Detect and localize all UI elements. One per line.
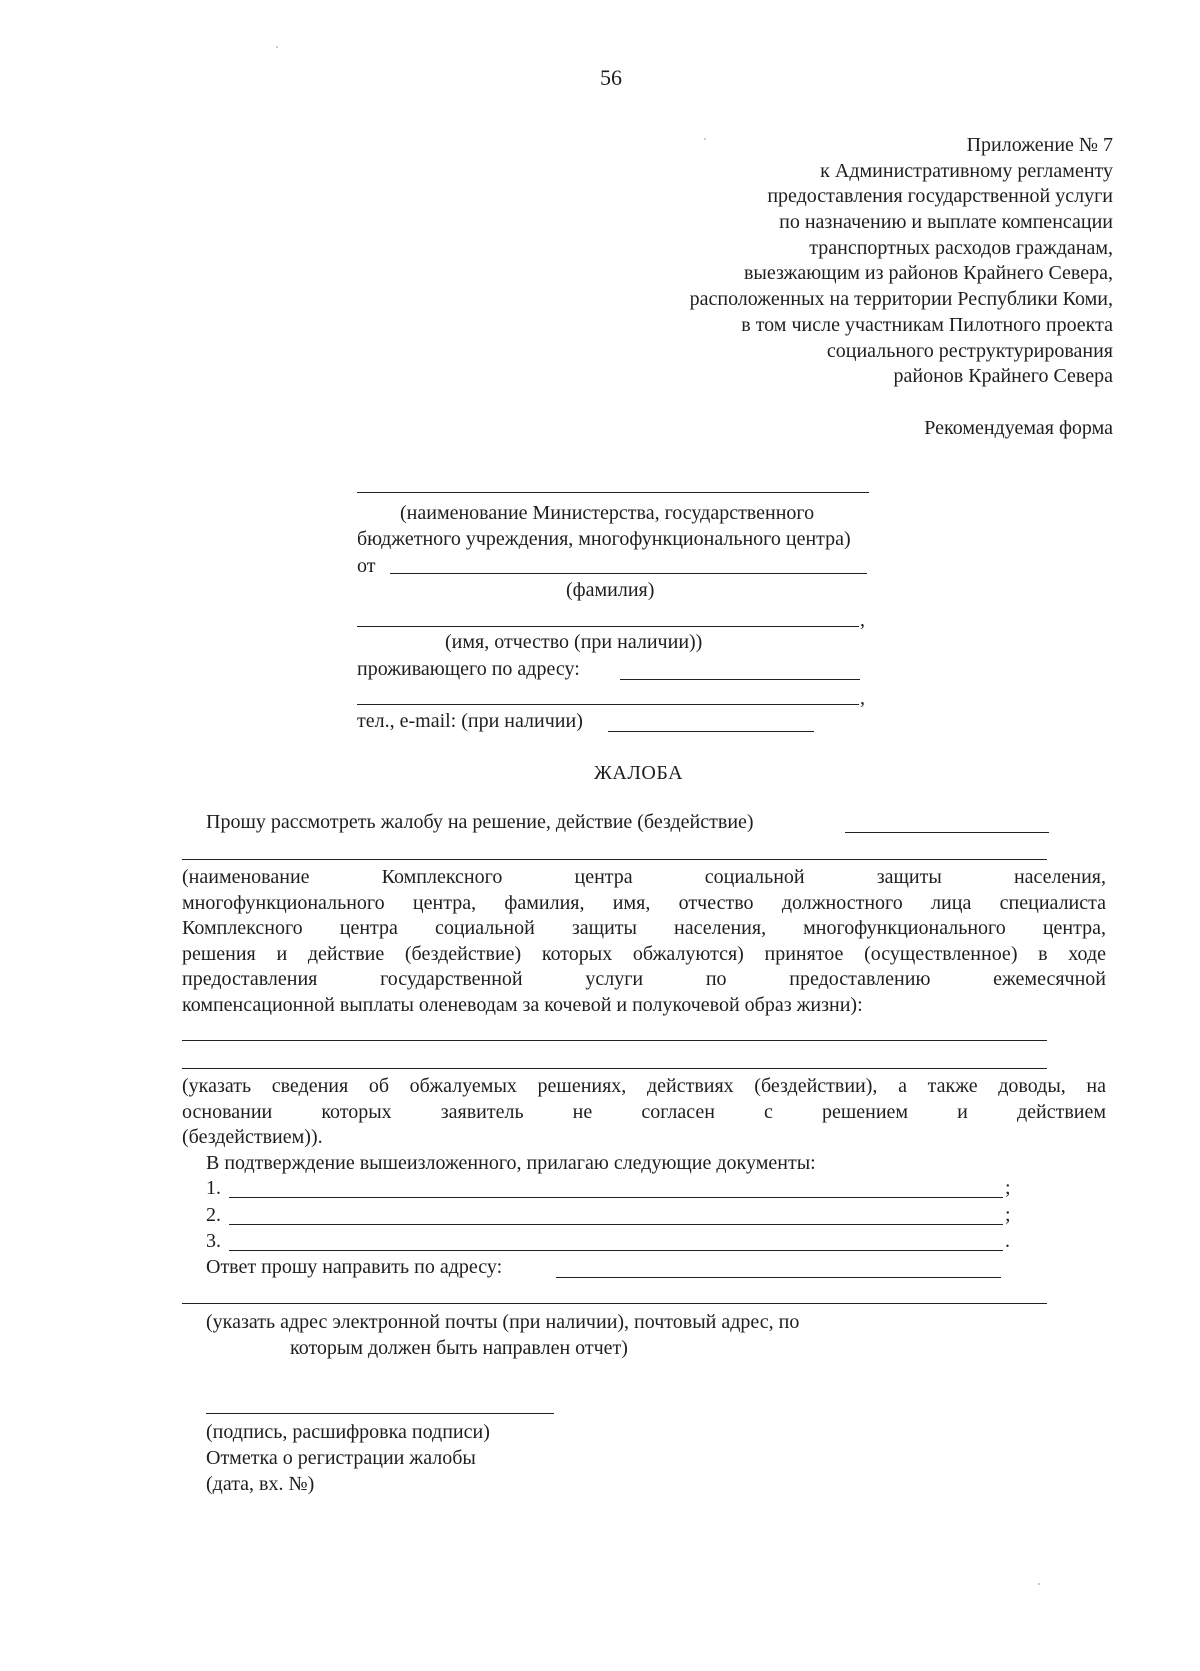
attachment-end: ; [1005,1204,1011,1226]
attachment-line [229,1250,1003,1251]
attachments-intro: В подтверждение вышеизложенного, прилагаю следующие документы: [206,1152,816,1174]
para2-line: (указать сведения об обжалуемых решениях, действиях (бездействии), а также доводы, на [182,1075,1106,1097]
request-line-blank [845,832,1049,833]
appendix-line: социального реструктурирования [826,339,1113,362]
attachment-end: . [1005,1230,1010,1252]
para1-line: решения и действие (бездействие) которых обжалуются) принятое (осуществленное) в ходе [182,942,1106,965]
ministry-caption-1: (наименование Министерства, государственного [400,502,815,524]
appendix-line: к Административному регламенту [820,159,1113,182]
registration-details: (дата, вх. №) [206,1473,315,1495]
signature-caption: (подпись, расшифровка подписи) [206,1421,490,1443]
details-line-1 [182,1040,1047,1041]
contact-label: тел., e-mail: (при наличии) [357,710,583,732]
scan-speck [1038,1583,1040,1585]
name-caption: (имя, отчество (при наличии)) [445,631,703,653]
appendix-line: транспортных расходов гражданам, [809,236,1113,259]
address-line-1 [620,679,860,680]
details-line-2 [182,1068,1047,1069]
address-label: проживающего по адресу: [357,658,580,680]
address-caption-1: (указать адрес электронной почты (при наличии), почтовый адрес, по [206,1311,800,1333]
appendix-line: Приложение № 7 [966,134,1113,156]
scan-speck [276,46,278,48]
appendix-line: расположенных на территории Республики Коми, [689,288,1113,311]
ministry-name-line [357,492,869,493]
request-full-line [182,859,1047,860]
para1-line: Комплексного центра социальной защиты населения, многофункционального центра, [182,917,1106,939]
appendix-line: районов Крайнего Севера [893,365,1113,388]
attachment-number: 2. [206,1204,221,1226]
para2-line: (бездействием)). [182,1126,323,1148]
para1-line: (наименование Комплексного центра социальной защиты населения, [182,866,1106,888]
address-line-comma: , [860,687,865,709]
from-label: от [357,555,376,577]
appendix-line: предоставления государственной услуги [767,185,1113,208]
surname-caption: (фамилия) [566,579,655,601]
attachment-number: 1. [206,1177,221,1199]
appendix-line: выезжающим из районов Крайнего Севера, [743,262,1113,285]
attachment-line [229,1224,1003,1225]
signature-line [206,1413,554,1414]
recommended-form-note: Рекомендуемая форма [924,417,1113,439]
appendix-line: в том числе участникам Пилотного проекта [741,313,1113,336]
answer-address-full-line [182,1303,1047,1304]
name-line [357,626,859,627]
para1-line: предоставления государственной услуги по предоставлению ежемесячной [182,968,1106,990]
request-line: Прошу рассмотреть жалобу на решение, действие (бездействие) [206,811,754,833]
page-number: 56 [600,65,622,90]
para1-line: многофункционального центра, фамилия, имя, отчество должностного лица специалиста [182,891,1106,914]
contact-line [608,731,814,732]
address-caption-2: которым должен быть направлен отчет) [290,1337,628,1359]
appendix-line: по назначению и выплате компенсации [779,211,1113,234]
address-line-2 [357,704,859,705]
attachment-line [229,1197,1003,1198]
para2-line: основании которых заявитель не согласен с решением и действием [182,1100,1106,1123]
registration-note: Отметка о регистрации жалобы [206,1447,476,1469]
attachment-end: ; [1005,1177,1011,1199]
answer-address-line [556,1277,1001,1278]
surname-line [390,573,867,574]
complaint-title: ЖАЛОБА [594,762,684,784]
para1-line: компенсационной выплаты оленеводам за кочевой и полукочевой образ жизни): [182,993,863,1016]
ministry-caption-2: бюджетного учреждения, многофункционального центра) [357,528,851,550]
answer-address-label: Ответ прошу направить по адресу: [206,1256,503,1278]
attachment-number: 3. [206,1230,221,1252]
appendix-header [513,135,1113,392]
name-line-comma: , [860,609,865,631]
